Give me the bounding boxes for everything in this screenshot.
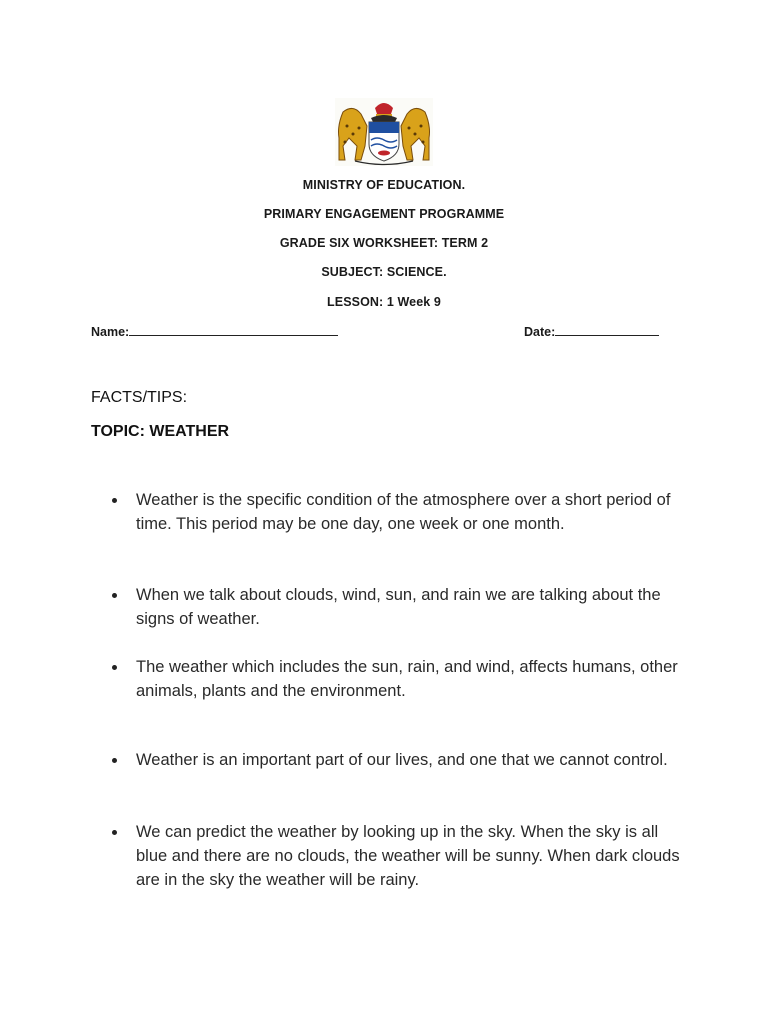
list-item-text: We can predict the weather by looking up in the sky. When the sky is all blue and there are no clouds, the weather will be sunny. When dark clouds are in the sky the weather will be rainy.	[136, 823, 680, 889]
bullet-icon	[112, 665, 117, 670]
programme-heading: PRIMARY ENGAGEMENT PROGRAMME	[263, 207, 505, 221]
name-label: Name:	[91, 325, 130, 339]
bullet-icon	[112, 498, 117, 503]
facts-tips-heading: FACTS/TIPS:	[91, 389, 188, 406]
list-item-text: The weather which includes the sun, rain, and wind, affects humans, other animals, plants and the environment.	[136, 658, 678, 700]
list-item-text: Weather is an important part of our lives, and one that we cannot control.	[136, 751, 668, 769]
coat-of-arms-icon	[335, 98, 433, 166]
bullet-icon	[112, 830, 117, 835]
list-item-text: Weather is the specific condition of the atmosphere over a short period of time. This period may be one day, one week or one month.	[136, 491, 671, 533]
worksheet-heading: GRADE SIX WORKSHEET: TERM 2	[279, 236, 489, 250]
list-item-text: When we talk about clouds, wind, sun, and rain we are talking about the signs of weather.	[136, 586, 661, 628]
date-field[interactable]	[524, 324, 659, 339]
topic-heading: TOPIC: WEATHER	[91, 423, 230, 440]
ministry-heading: MINISTRY OF EDUCATION.	[302, 178, 466, 192]
lesson-heading: LESSON: 1 Week 9	[327, 295, 441, 309]
subject-heading: SUBJECT: SCIENCE.	[321, 265, 447, 279]
date-label: Date:	[524, 325, 556, 339]
bullet-icon	[112, 593, 117, 598]
name-field[interactable]	[91, 324, 338, 339]
bullet-icon	[112, 758, 117, 763]
date-blank-line[interactable]	[555, 324, 659, 336]
name-blank-line[interactable]	[129, 324, 338, 336]
